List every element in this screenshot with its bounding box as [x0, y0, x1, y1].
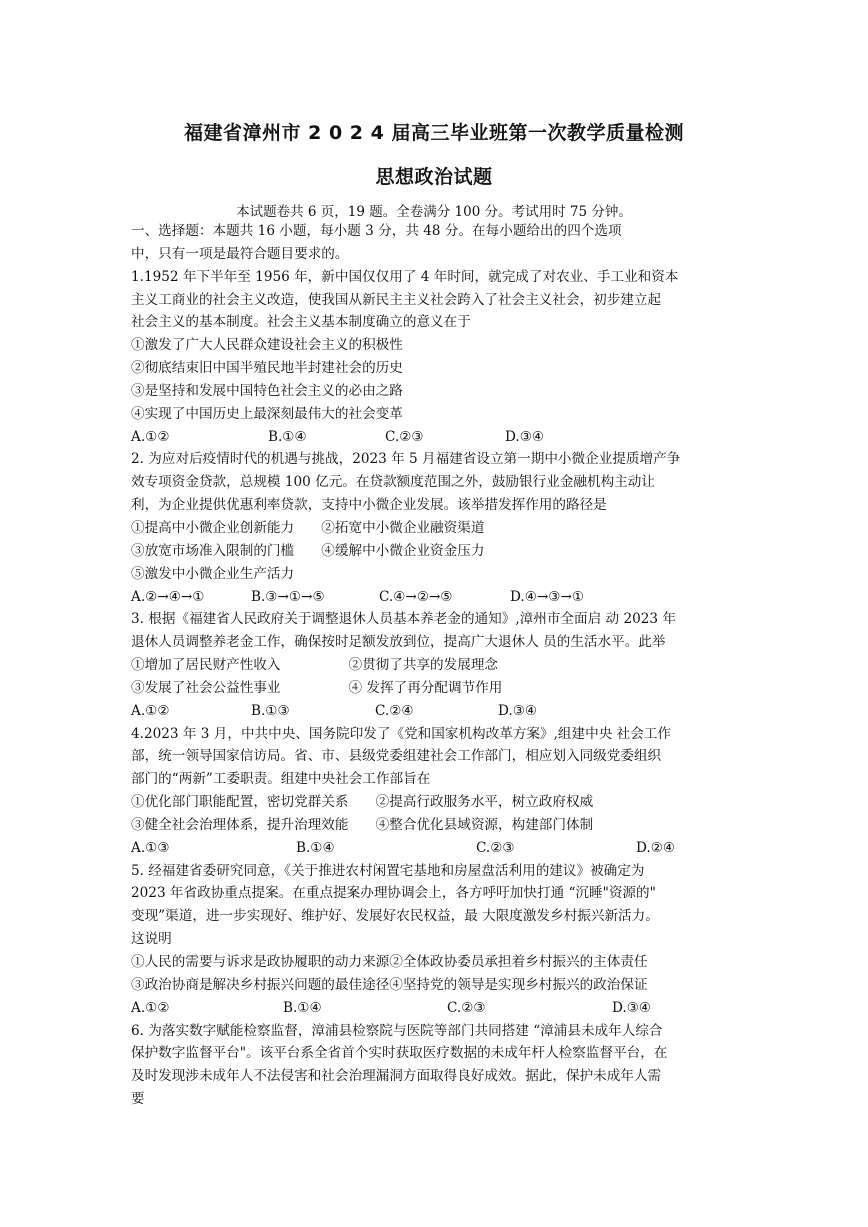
- exam-intro: 本试题卷共 6 页，19 题。全卷满分 100 分。考试用时 75 分钟。: [236, 204, 632, 220]
- option-b[interactable]: B.①④: [296, 839, 335, 856]
- question-stem-line: 利，为企业提供优惠利率贷款，支持中小微企业发展。该举措发挥作用的路径是: [131, 497, 607, 514]
- question-item: ⑤激发中小微企业生产活力: [131, 565, 295, 582]
- question-stem-line: 保护数字监督平台"。该平台系全省首个实时获取医疗数据的未成年杆人检察监督平台，在: [131, 1045, 668, 1062]
- option-c[interactable]: C.②③: [385, 428, 424, 445]
- option-b[interactable]: B.①③: [251, 702, 290, 719]
- question-stem-line: 5. 经福建省委研究同意，《关于推进农村闲置宅基地和房屋盘活利用的建议》被确定为: [131, 862, 645, 879]
- option-b[interactable]: B.①④: [283, 999, 322, 1016]
- answer-options: [131, 837, 741, 860]
- option-c[interactable]: C.④→②→⑤: [379, 588, 453, 605]
- option-d[interactable]: D.③④: [612, 999, 652, 1016]
- question-item: ③是坚持和发展中国特色社会主义的必由之路: [131, 382, 403, 399]
- page-subtitle: 思想政治试题: [375, 166, 493, 188]
- question-5: [131, 860, 741, 1020]
- question-item: ①激发了广大人民群众建设社会主义的积极性: [131, 337, 403, 354]
- question-1: [131, 266, 741, 449]
- question-6: [131, 1020, 741, 1111]
- question-stem-line: 6. 为落实数字赋能检察监督，漳浦县检察院与医院等部门共同搭建 “漳浦县未成年人综合: [131, 1022, 663, 1039]
- option-d[interactable]: D.③④: [498, 702, 538, 719]
- answer-options: [131, 426, 741, 449]
- option-b[interactable]: B.①④: [268, 428, 307, 445]
- question-stem-line: 4.2023 年 3 月，中共中央、国务院印发了《党和国家机构改革方案》,组建中央 社会工作: [131, 725, 672, 742]
- question-stem-line: 变现”渠道，进一步实现好、维护好、发展好农民权益，最 大限度激发乡村振兴新活力。: [131, 908, 659, 925]
- option-a[interactable]: A.①②: [131, 702, 170, 719]
- question-stem-line: 3. 根据《福建省人民政府关于调整退休人员基本养老金的通知》,漳州市全面启 动 2023 年: [131, 611, 676, 628]
- question-stem-line: 部，统一领导国家信访局。省、市、县级党委组建社会工作部门，相应划入同级党委组织: [131, 748, 662, 765]
- option-a[interactable]: A.②→④→①: [131, 588, 205, 605]
- question-item: ④实现了中国历史上最深刻最伟大的社会变革: [131, 405, 403, 422]
- option-c[interactable]: C.②④: [375, 702, 414, 719]
- question-item: ①优化部门职能配置，密切党群关系 ②提高行政服务水平，树立政府权威: [131, 794, 594, 811]
- option-a[interactable]: A.①③: [131, 839, 170, 856]
- question-stem-line: 社会主义的基本制度。社会主义基本制度确立的意义在于: [131, 314, 471, 331]
- section-heading-line: 中，只有一项是最符合题目要求的。: [131, 245, 349, 262]
- option-a[interactable]: A.①②: [131, 999, 170, 1016]
- exam-body: [131, 220, 741, 1111]
- answer-options: [131, 997, 741, 1020]
- option-c[interactable]: C.②③: [447, 999, 486, 1016]
- answer-options: [131, 586, 741, 609]
- question-item: ①增加了居民财产性收入 ②贯彻了共享的发展理念: [131, 657, 499, 674]
- option-d[interactable]: D.②④: [636, 839, 676, 856]
- question-item: ②彻底结束旧中国半殖民地半封建社会的历史: [131, 360, 403, 377]
- option-a[interactable]: A.①②: [131, 428, 170, 445]
- question-4: [131, 723, 741, 860]
- question-stem-line: 2023 年省政协重点提案。在重点提案办理协调会上，各方呼吁加快打通 “沉睡"资源的": [131, 885, 656, 902]
- question-item: ③健全社会治理体系，提升治理效能 ④整合优化县域资源，构建部门体制: [131, 816, 594, 833]
- question-stem-line: 主义工商业的社会主义改造，使我国从新民主主义社会跨入了社会主义社会，初步建立起: [131, 291, 662, 308]
- question-stem-line: 1.1952 年下半年至 1956 年，新中国仅仅用了 4 年时间，就完成了对农业、手工业和资本: [131, 268, 679, 285]
- question-2: [131, 448, 741, 608]
- page-title: 福建省漳州市 2 0 2 4 届高三毕业班第一次教学质量检测: [184, 122, 684, 144]
- section-heading-line: 一、选择题：本题共 16 小题，每小题 3 分，共 48 分。在每小题给出的四个选项: [131, 223, 622, 239]
- question-item: ①人民的需要与诉求是政协履职的动力来源②全体政协委员承担着乡村振兴的主体责任: [131, 954, 648, 970]
- question-stem-line: 退休人员调整养老金工作，确保按时足额发放到位，提高广大退休人 员的生活水平。此举: [131, 634, 666, 651]
- question-item: ③政治协商是解决乡村振兴问题的最佳途径④坚持党的领导是实现乡村振兴的政治保证: [131, 976, 648, 993]
- answer-options: [131, 700, 741, 723]
- question-stem-line: 效专项资金贷款，总规模 100 亿元。在贷款额度范围之外，鼓励银行业金融机构主动让: [131, 474, 655, 491]
- question-item: ①提高中小微企业创新能力 ②拓宽中小微企业融资渠道: [131, 519, 485, 536]
- question-stem-line: 及时发现涉未成年人不法侵害和社会治理漏洞方面取得良好成效。据此，保护未成年人需: [131, 1068, 662, 1085]
- question-item: ③发展了社会公益性事业 ④ 发挥了再分配调节作用: [131, 679, 503, 696]
- question-stem-line: 这说明: [131, 931, 172, 948]
- question-stem-line: 2. 为应对后疫情时代的机遇与挑战，2023 年 5 月福建省设立第一期中小微企业提质增产争: [131, 451, 681, 468]
- question-3: [131, 608, 741, 722]
- option-c[interactable]: C.②③: [476, 839, 515, 856]
- option-d[interactable]: D.④→③→①: [510, 588, 585, 605]
- question-stem-line: 要: [131, 1091, 145, 1108]
- question-stem-line: 部门的“两新”工委职责。组建中央社会工作部旨在: [131, 771, 431, 788]
- option-d[interactable]: D.③④: [505, 428, 545, 445]
- option-b[interactable]: B.③→①→⑤: [251, 588, 325, 605]
- question-item: ③放宽市场准入限制的门槛 ④缓解中小微企业资金压力: [131, 542, 485, 559]
